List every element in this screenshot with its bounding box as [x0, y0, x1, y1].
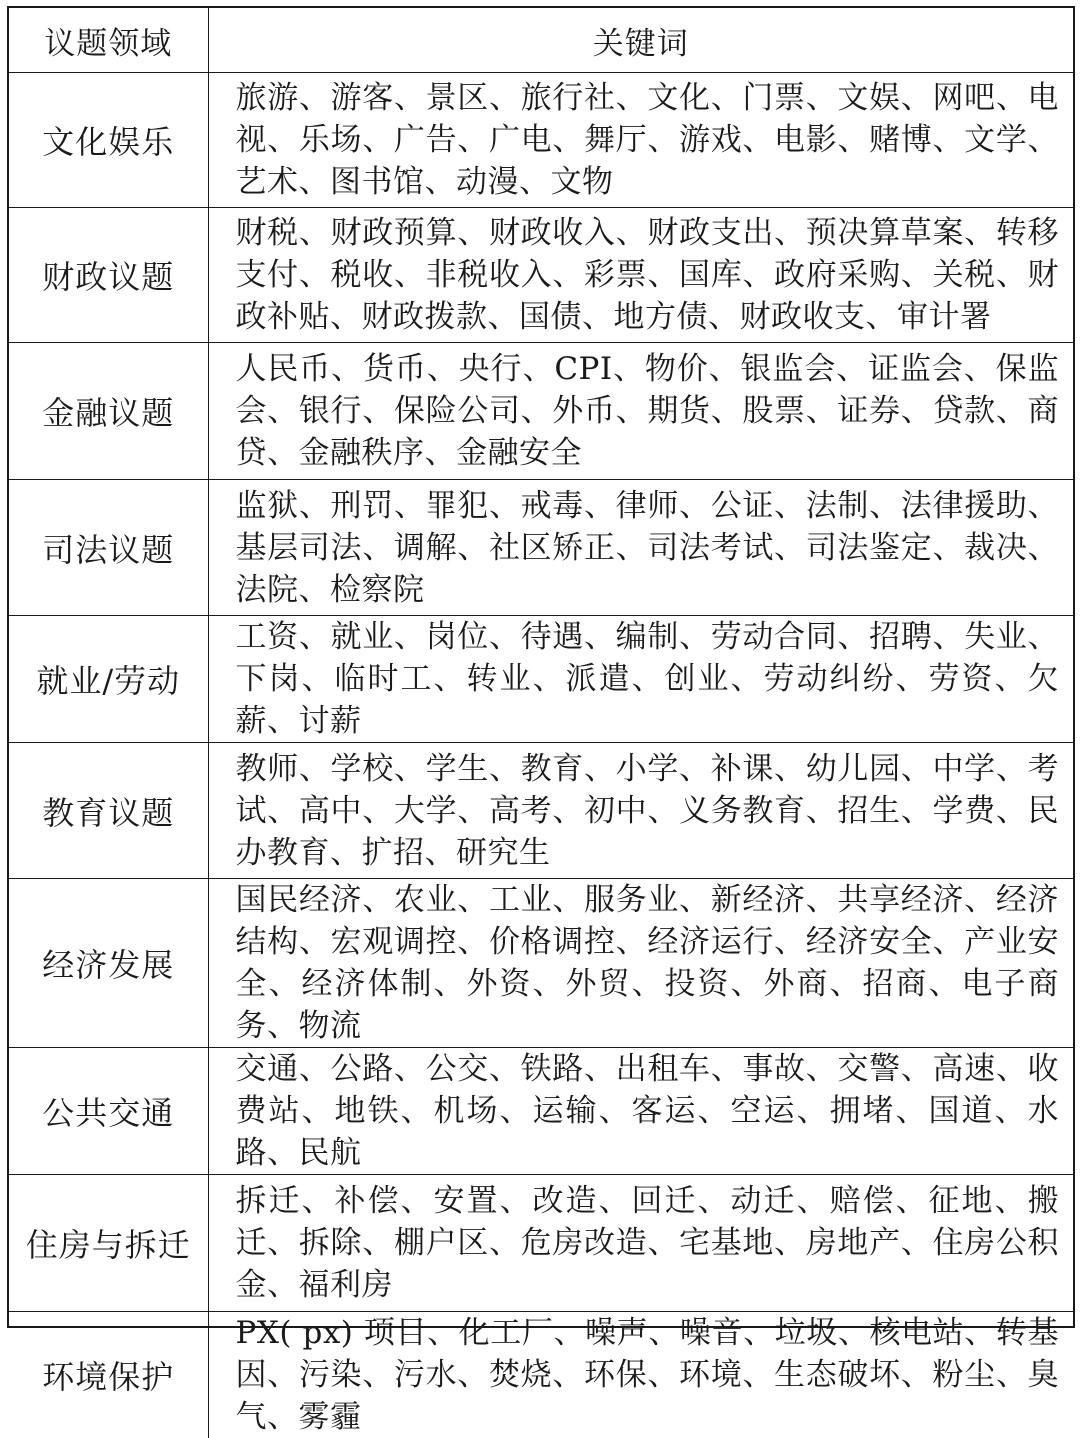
- domain-cell: 经济发展: [9, 879, 208, 1048]
- table-row: [9, 616, 1073, 743]
- keywords-table: [9, 8, 1073, 1438]
- keywords-cell: 财税、财政预算、财政收入、财政支出、预决算草案、转移支付、税收、非税收入、彩票、国库、政府采购、关税、财政补贴、财政拨款、国债、地方债、财政收支、审计署: [208, 208, 1073, 343]
- table-row: [9, 1175, 1073, 1312]
- domain-cell: 金融议题: [9, 343, 208, 480]
- domain-cell: 教育议题: [9, 743, 208, 879]
- table-row: [9, 208, 1073, 343]
- keywords-table-container: [7, 6, 1075, 1328]
- header-domain: 议题领域: [9, 8, 208, 73]
- domain-cell: 住房与拆迁: [9, 1175, 208, 1312]
- table-row: [9, 1048, 1073, 1175]
- keywords-cell: 国民经济、农业、工业、服务业、新经济、共享经济、经济结构、宏观调控、价格调控、经济运行、经济安全、产业安全、经济体制、外资、外贸、投资、外商、招商、电子商务、物流: [208, 879, 1073, 1048]
- keywords-cell: 工资、就业、岗位、待遇、编制、劳动合同、招聘、失业、下岗、临时工、转业、派遣、创业、劳动纠纷、劳资、欠薪、讨薪: [208, 616, 1073, 743]
- table-row: [9, 343, 1073, 480]
- header-keywords: 关键词: [208, 8, 1073, 73]
- keywords-cell: 旅游、游客、景区、旅行社、文化、门票、文娱、网吧、电视、乐场、广告、广电、舞厅、游戏、电影、赌博、文学、艺术、图书馆、动漫、文物: [208, 73, 1073, 208]
- keywords-cell: 监狱、刑罚、罪犯、戒毒、律师、公证、法制、法律援助、基层司法、调解、社区矫正、司法考试、司法鉴定、裁决、法院、检察院: [208, 480, 1073, 616]
- domain-cell: 文化娱乐: [9, 73, 208, 208]
- table-row: [9, 73, 1073, 208]
- table-header-row: [9, 8, 1073, 73]
- domain-cell: 环境保护: [9, 1312, 208, 1438]
- table-row: [9, 1312, 1073, 1438]
- domain-cell: 司法议题: [9, 480, 208, 616]
- keywords-cell: 交通、公路、公交、铁路、出租车、事故、交警、高速、收费站、地铁、机场、运输、客运、空运、拥堵、国道、水路、民航: [208, 1048, 1073, 1175]
- table-row: [9, 879, 1073, 1048]
- table-row: [9, 743, 1073, 879]
- keywords-cell: 教师、学校、学生、教育、小学、补课、幼儿园、中学、考试、高中、大学、高考、初中、义务教育、招生、学费、民办教育、扩招、研究生: [208, 743, 1073, 879]
- keywords-cell: 人民币、货币、央行、CPI、物价、银监会、证监会、保监会、银行、保险公司、外币、期货、股票、证券、贷款、商贷、金融秩序、金融安全: [208, 343, 1073, 480]
- domain-cell: 财政议题: [9, 208, 208, 343]
- keywords-cell: 拆迁、补偿、安置、改造、回迁、动迁、赔偿、征地、搬迁、拆除、棚户区、危房改造、宅基地、房地产、住房公积金、福利房: [208, 1175, 1073, 1312]
- domain-cell: 就业/劳动: [9, 616, 208, 743]
- keywords-cell: PX( px) 项目、化工厂、噪声、噪音、垃圾、核电站、转基因、污染、污水、焚烧、环保、环境、生态破坏、粉尘、臭气、雾霾: [208, 1312, 1073, 1438]
- table-row: [9, 480, 1073, 616]
- domain-cell: 公共交通: [9, 1048, 208, 1175]
